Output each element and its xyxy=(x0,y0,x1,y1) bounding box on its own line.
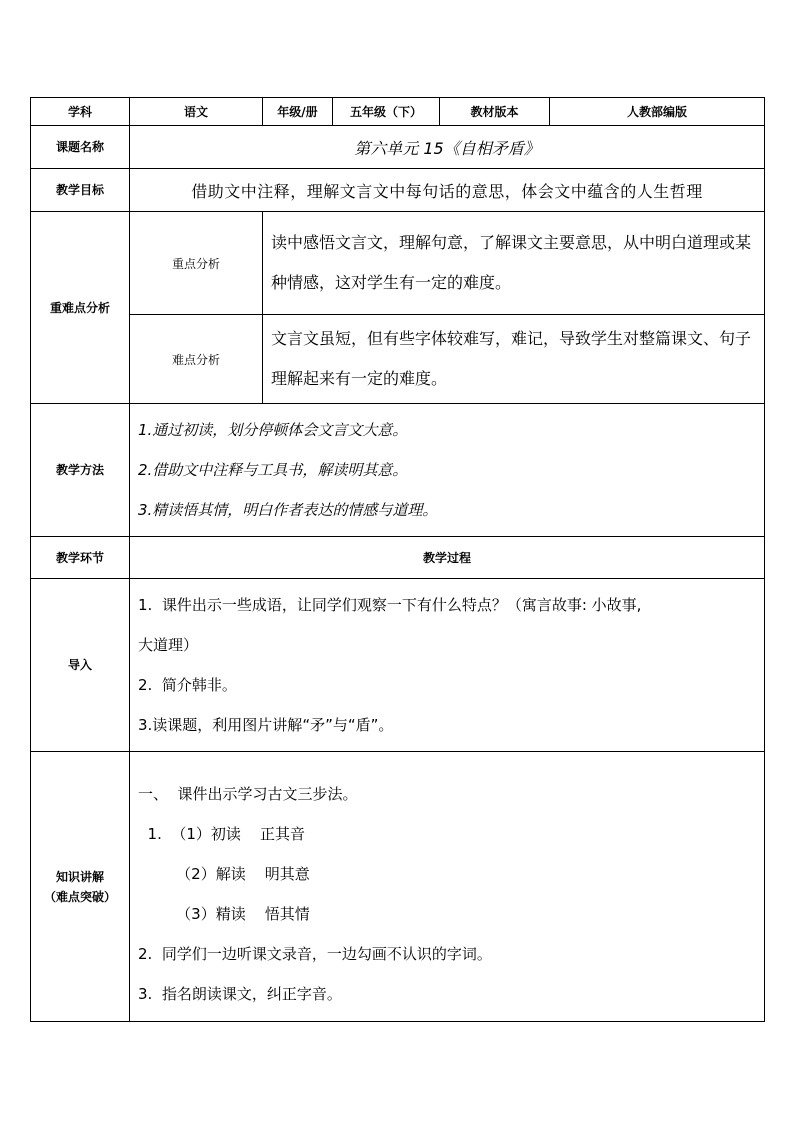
grade-label: 年级/册 xyxy=(263,98,333,126)
knowledge-line: （3）精读 悟其情 xyxy=(138,905,310,923)
method-item: 1.通过初读，划分停顿体会文言文大意。 xyxy=(138,421,408,439)
knowledge-line: 1. （1）初读 正其音 xyxy=(138,825,306,843)
stage-header: 教学环节 xyxy=(31,537,130,579)
course-title: 第六单元 15《自相矛盾》 xyxy=(130,126,765,169)
goal-label: 教学目标 xyxy=(31,169,130,212)
methods-row xyxy=(31,404,765,537)
intro-line: 1. 课件出示一些成语，让同学们观察一下有什么特点？（寓言故事: 小故事, xyxy=(138,596,642,614)
knowledge-line: 3. 指名朗读课文，纠正字音。 xyxy=(138,985,342,1003)
key-analysis-row xyxy=(31,212,765,315)
method-item: 2.借助文中注释与工具书，解读明其意。 xyxy=(138,461,408,479)
intro-line: 3.读课题，利用图片讲解“矛”与“盾”。 xyxy=(138,716,394,734)
process-header-row xyxy=(31,537,765,579)
methods-list xyxy=(130,404,765,537)
difficulty-analysis-row xyxy=(31,315,765,404)
subject-value: 语文 xyxy=(130,98,263,126)
intro-label: 导入 xyxy=(31,579,130,752)
difficulty-analysis-text: 文言文虽短，但有些字体较难写，难记，导致学生对整篇课文、句子理解起来有一定的难度。 xyxy=(263,315,765,404)
edition-label: 教材版本 xyxy=(440,98,550,126)
intro-line: 大道理） xyxy=(138,636,199,654)
knowledge-line: （2）解读 明其意 xyxy=(138,865,310,883)
intro-line: 2. 简介韩非。 xyxy=(138,676,237,694)
knowledge-label xyxy=(31,752,130,1022)
goal-row xyxy=(31,169,765,212)
intro-row xyxy=(31,579,765,752)
method-item: 3.精读悟其情，明白作者表达的情感与道理。 xyxy=(138,501,438,519)
knowledge-line: 2. 同学们一边听课文录音，一边勾画不认识的字词。 xyxy=(138,945,492,963)
analysis-label: 重难点分析 xyxy=(31,212,130,404)
course-label: 课题名称 xyxy=(31,126,130,169)
knowledge-content xyxy=(130,752,765,1022)
key-analysis-text: 读中感悟文言文，理解句意，了解课文主要意思，从中明白道理或某种情感，这对学生有一定的难度。 xyxy=(263,212,765,315)
intro-content xyxy=(130,579,765,752)
lesson-plan-table xyxy=(30,97,765,1022)
edition-value: 人教部编版 xyxy=(550,98,765,126)
key-analysis-label: 重点分析 xyxy=(130,212,263,315)
grade-value: 五年级（下） xyxy=(333,98,440,126)
header-row xyxy=(31,98,765,126)
knowledge-label-main: 知识讲解 xyxy=(55,869,104,884)
subject-label: 学科 xyxy=(31,98,130,126)
knowledge-row xyxy=(31,752,765,1022)
knowledge-label-sub: （难点突破） xyxy=(43,889,116,904)
process-header: 教学过程 xyxy=(130,537,765,579)
knowledge-line: 一、 课件出示学习古文三步法。 xyxy=(138,785,358,803)
methods-label: 教学方法 xyxy=(31,404,130,537)
difficulty-analysis-label: 难点分析 xyxy=(130,315,263,404)
course-row xyxy=(31,126,765,169)
goal-text: 借助文中注释，理解文言文中每句话的意思，体会文中蕴含的人生哲理 xyxy=(130,169,765,212)
